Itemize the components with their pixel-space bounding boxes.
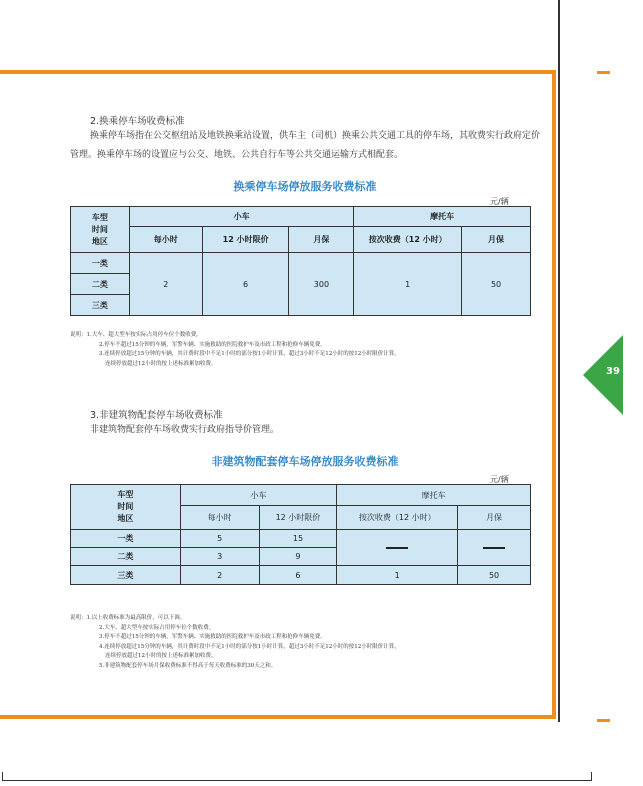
table-1-unit: 元/辆 [490,197,509,206]
table-1-col-header: 12 小时限价 [202,227,289,253]
table-1-cell: 6 [202,253,289,316]
table-2-corner-header: 车型 时间 地区 [71,485,181,530]
table-1-notes [70,331,550,369]
note-line: 3.停车不超过15分钟的车辆，军警车辆、实施救助的医院救护车及市政工程和抢修车辆免费。 [99,634,326,641]
table-2-unit: 元/辆 [490,475,509,484]
table-2-row-label: 一类 [71,530,181,548]
section-2-heading: 2.换乘停车场收费标准 [90,116,185,127]
note-line: 3.连续停放超过15分钟的车辆，其计费时段中不足1小时的部分按1小时计算，超过3小时不足12小时的按12小时限价计算， [99,351,400,358]
table-2-cell: 2 [180,566,259,585]
dash-mark [483,547,505,549]
note-line: 2.大车、超大型车按实际占用停车位个数收费。 [99,624,215,631]
crop-mark-left [2,772,3,781]
table-2-cell: 1 [337,566,458,585]
note-line: 连续停放超过12小时的按上述标准累加收费。 [105,653,217,660]
table-2-col-header: 12 小时限价 [259,506,337,530]
table-2-title: 非建筑物配套停车场停放服务收费标准 [211,455,399,468]
table-1-col-header: 月保 [462,227,531,253]
note-line: 说明：1.大车、超大型车按实际占用停车位个数收费。 [70,332,202,338]
table-2-group-moto: 摩托车 [337,485,531,506]
edge-marker-bottom [597,719,610,722]
table-2-col-header: 月保 [458,506,531,530]
section-2-paragraph: 换乘停车场指在公交枢纽站及地铁换乘站设置，供车主（司机）换乘公共交通工具的停车场，其收费实行政府定价管理。换乘停车场的设置应与公交、地铁、公共自行车等公共交通运输方式相配套。 [70,131,541,160]
table-1-row-label: 一类 [71,253,130,274]
table-2-cell: 50 [458,566,531,585]
table-2-dash-cell [458,530,531,566]
dash-mark [386,547,408,549]
note-line: 说明：1.以上收费标准为最高限价，可以下调。 [70,615,186,621]
table-1-col-header: 月保 [289,227,354,253]
table-2-row-label: 二类 [71,548,181,566]
table-2-cell: 15 [259,530,337,548]
crop-mark-right [591,772,592,781]
table-1-group-moto: 摩托车 [354,207,531,227]
page-edge-rule [558,0,560,722]
table-2-cell: 6 [259,566,337,585]
table-2-col-header: 每小时 [180,506,259,530]
table-1-cell: 2 [129,253,202,316]
note-line: 2.停车不超过15分钟的车辆，军警车辆、实施救助的医院救护车及市政工程和抢修车辆免费。 [99,341,326,348]
table-2-col-header: 按次收费（12 小时） [337,506,458,530]
table-1-cell: 300 [289,253,354,316]
table-1-title: 换乘停车场停放服务收费标准 [233,180,377,193]
table-1-group-car: 小车 [129,207,353,227]
page-number: 39 [606,366,620,377]
table-1-row-label: 三类 [71,295,130,316]
table-1-row-label: 二类 [71,274,130,295]
table-1 [70,206,531,316]
table-1-cell: 1 [354,253,462,316]
table-1-cell: 50 [462,253,531,316]
table-1-col-header: 每小时 [129,227,202,253]
bottom-rule [2,780,592,781]
table-2-dash-cell [337,530,458,566]
table-2-group-car: 小车 [180,485,337,506]
section-3-paragraph: 非建筑物配套停车场收费实行政府指导价管理。 [90,425,280,435]
table-1-col-header: 按次收费（12 小时） [354,227,462,253]
section-3-heading: 3.非建筑物配套停车场收费标准 [90,410,223,421]
note-line: 5.非建筑物配套停车场月保收费标准不得高于每天收费标准的30天之和。 [99,662,277,669]
table-2-notes [70,614,550,672]
table-2-cell: 9 [259,548,337,566]
table-1-corner-header: 车型 时间 地区 [71,207,130,253]
note-line: 连续停放超过12小时的按上述标准累加收费。 [105,360,217,367]
table-2-cell: 5 [180,530,259,548]
table-2-row-label: 三类 [71,566,181,585]
note-line: 4.连续停放超过15分钟的车辆，其计费时段中不足1小时的部分按1小时计算，超过3小时不足12小时的按12小时限价计算， [99,643,400,650]
table-2-cell: 3 [180,548,259,566]
table-2 [70,484,531,585]
edge-marker-top [597,71,610,74]
